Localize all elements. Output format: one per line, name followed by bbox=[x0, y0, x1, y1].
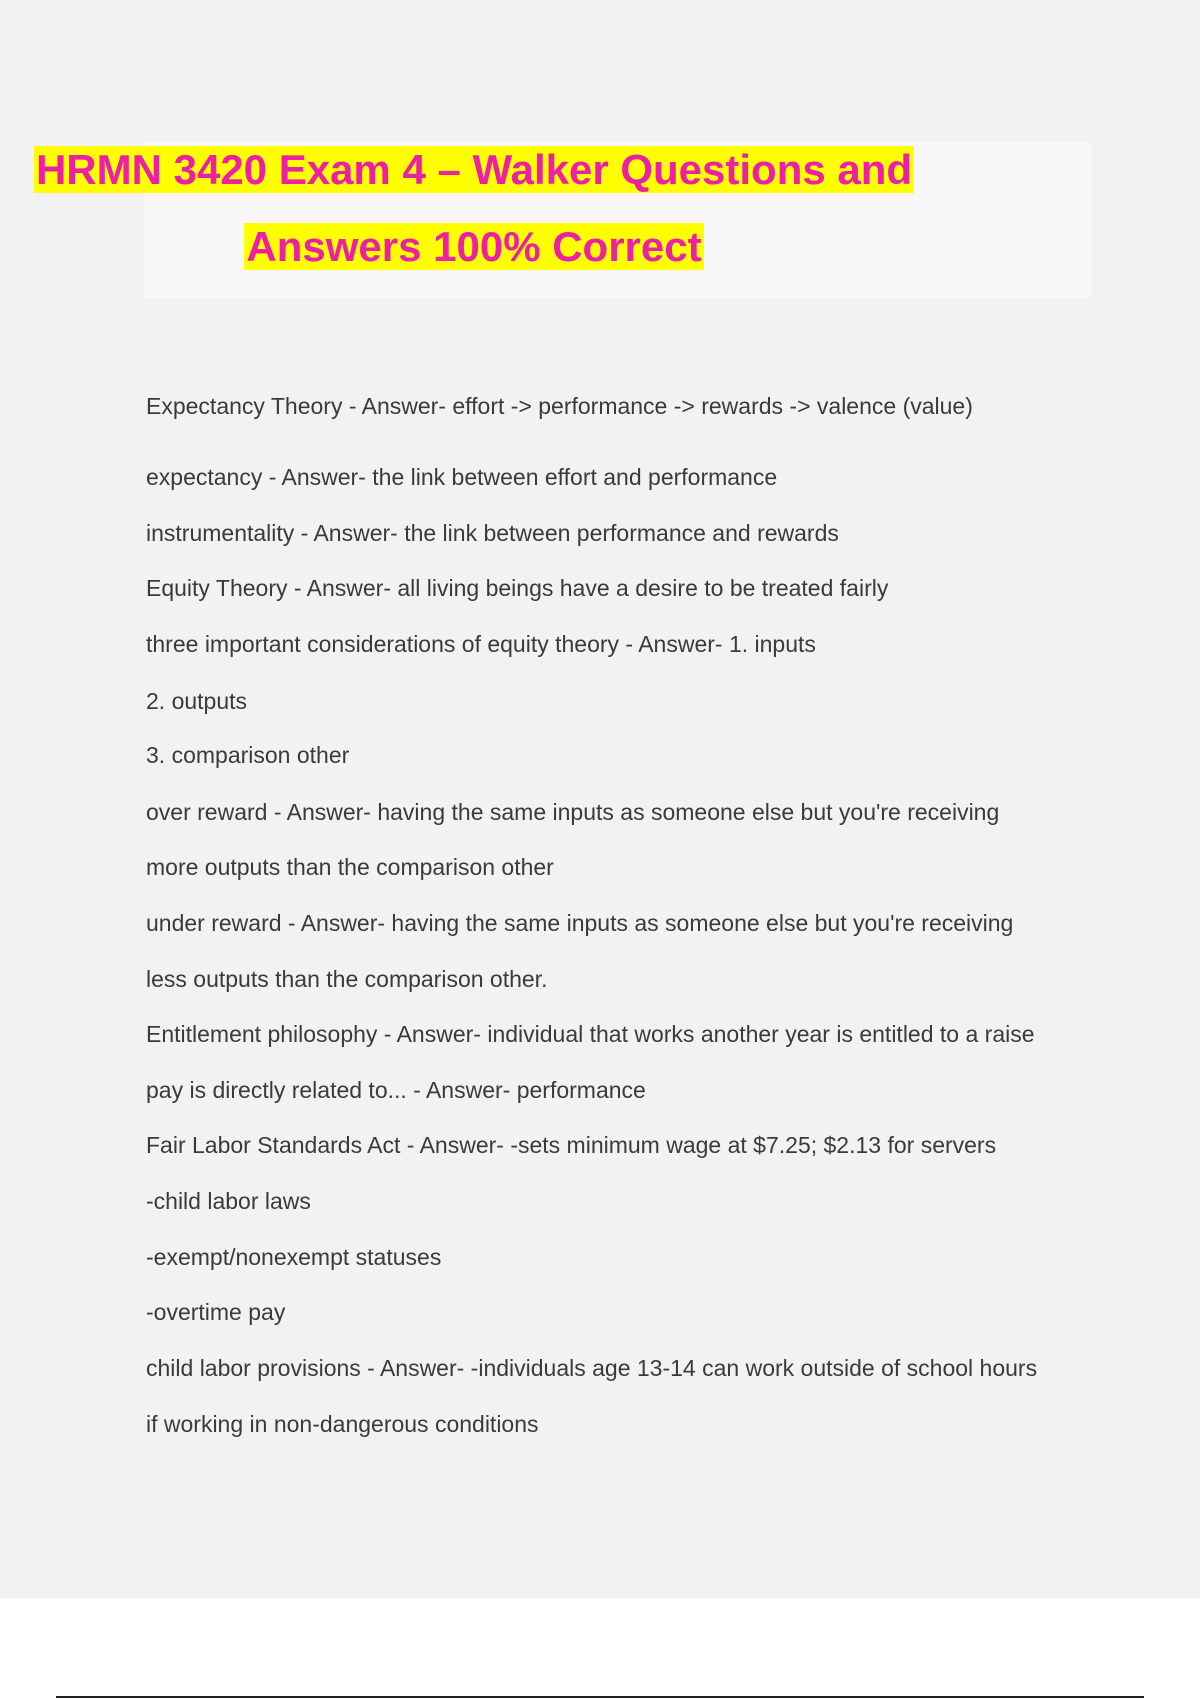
text-line: instrumentality - Answer- the link between performance and rewards bbox=[146, 520, 839, 546]
document-title-line-1 bbox=[0, 144, 948, 196]
footer-divider bbox=[56, 1696, 1144, 1698]
text-line: Entitlement philosophy - Answer- individual that works another year is entitled to a raise bbox=[146, 1021, 1035, 1047]
text-line: expectancy - Answer- the link between effort and performance bbox=[146, 464, 778, 490]
text-line: -exempt/nonexempt statuses bbox=[146, 1244, 442, 1270]
title-highlight-1: HRMN 3420 Exam 4 – Walker Questions and bbox=[35, 146, 913, 193]
text-line: pay is directly related to... - Answer- performance bbox=[146, 1077, 646, 1103]
text-line: child labor provisions - Answer- -individuals age 13-14 can work outside of school hours bbox=[146, 1355, 1038, 1381]
title-highlight-2: Answers 100% Correct bbox=[246, 223, 702, 270]
text-line: Equity Theory - Answer- all living beings have a desire to be treated fairly bbox=[146, 575, 889, 601]
text-line: Fair Labor Standards Act - Answer- -sets minimum wage at $7.25; $2.13 for servers bbox=[146, 1132, 997, 1158]
text-line: -child labor laws bbox=[146, 1188, 311, 1214]
text-line: 3. comparison other bbox=[146, 742, 350, 768]
text-line: -overtime pay bbox=[146, 1299, 286, 1325]
text-line: under reward - Answer- having the same inputs as someone else but you're receiving bbox=[146, 910, 1014, 936]
text-line: Expectancy Theory - Answer- effort -> performance -> rewards -> valence (value) bbox=[146, 393, 973, 419]
document-title-line-2 bbox=[0, 221, 948, 273]
text-line: if working in non-dangerous conditions bbox=[146, 1411, 539, 1437]
text-line: 2. outputs bbox=[146, 688, 248, 714]
text-line: less outputs than the comparison other. bbox=[146, 966, 548, 992]
text-line: over reward - Answer- having the same inputs as someone else but you're receiving bbox=[146, 799, 1000, 825]
text-line: three important considerations of equity theory - Answer- 1. inputs bbox=[146, 631, 816, 657]
text-line: more outputs than the comparison other bbox=[146, 854, 554, 880]
